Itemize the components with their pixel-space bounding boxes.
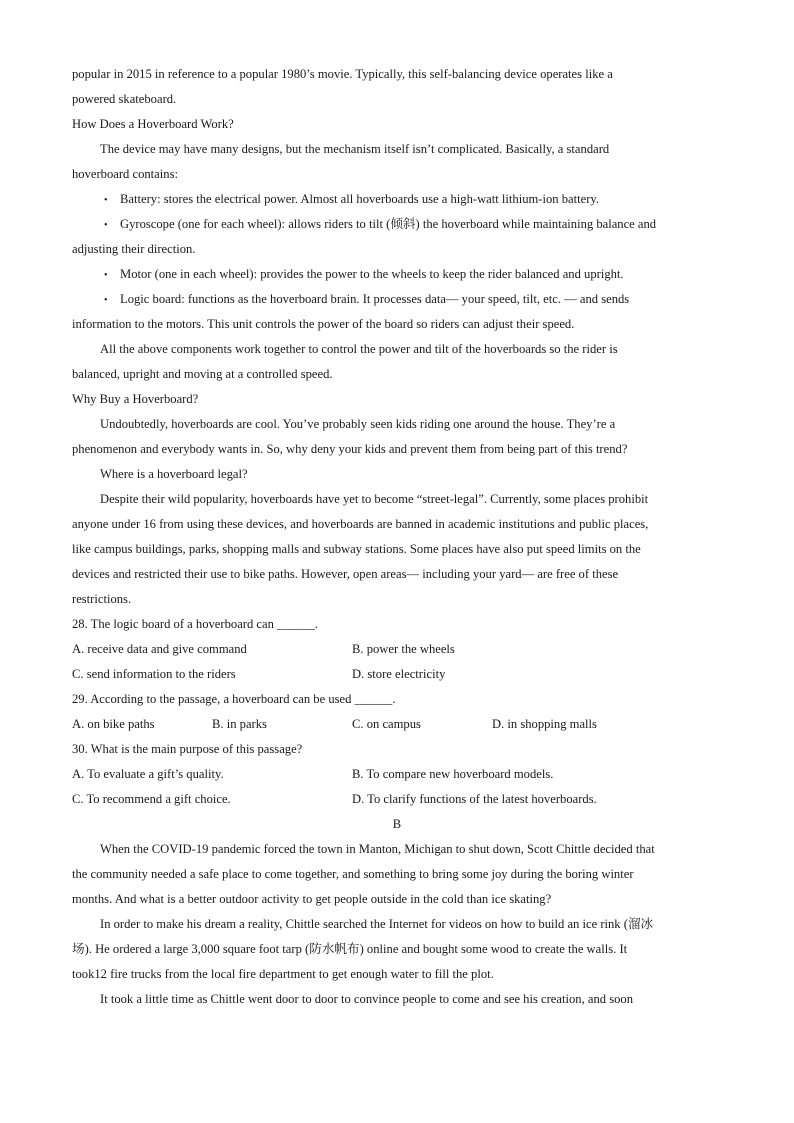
text-line: It took a little time as Chittle went door to door to convince people to come and see his creation, and soon [100, 992, 634, 1006]
text-line: powered skateboard. [72, 92, 177, 106]
text-line: devices and restricted their use to bike paths. However, open areas— including your yard— are free of these [72, 567, 619, 581]
text-line: anyone under 16 from using these devices, and hoverboards are banned in academic institutions and public places, [72, 517, 649, 531]
option-d: D. store electricity [352, 667, 446, 681]
question-30-stem: 30. What is the main purpose of this passage? [72, 742, 303, 756]
text-line: In order to make his dream a reality, Chittle searched the Internet for videos on how to build an ice rink (溜冰 [100, 917, 654, 931]
text-line: phenomenon and everybody wants in. So, why deny your kids and prevent them from being part of this trend? [72, 442, 628, 456]
question-28-options [72, 637, 722, 662]
question-30-options [72, 762, 722, 787]
text-line: All the above components work together to control the power and tilt of the hoverboards so the rider is [100, 342, 618, 356]
bullet-item-motor: • Motor (one in each wheel): provides the power to the wheels to keep the rider balanced and upright. [72, 262, 722, 287]
bullet-icon: • [104, 195, 108, 206]
text-line: Undoubtedly, hoverboards are cool. You’ve probably seen kids riding one around the house. They’re a [100, 417, 616, 431]
option-b: B. in parks [212, 717, 267, 731]
option-a: A. To evaluate a gift’s quality. [72, 767, 224, 781]
text-line: balanced, upright and moving at a controlled speed. [72, 367, 333, 381]
question-30-options [72, 787, 722, 812]
text-line: When the COVID-19 pandemic forced the town in Manton, Michigan to shut down, Scott Chittle decided that [100, 842, 655, 856]
bullet-icon: • [104, 220, 108, 231]
text-line: months. And what is a better outdoor activity to get people outside in the cold than ice skating? [72, 892, 552, 906]
option-d: D. To clarify functions of the latest hoverboards. [352, 792, 597, 806]
document-page [72, 62, 722, 1012]
bullet-item-logic-board: • Logic board: functions as the hoverboard brain. It processes data— your speed, tilt, etc. — and sends [72, 287, 722, 312]
text-line: information to the motors. This unit controls the power of the board so riders can adjust their speed. [72, 317, 575, 331]
bullet-item-gyroscope: • Gyroscope (one for each wheel): allows riders to tilt (倾斜) the hoverboard while maintaining balance and [72, 212, 722, 237]
text-line: took12 fire trucks from the local fire department to get enough water to fill the plot. [72, 967, 494, 981]
section-heading: Where is a hoverboard legal? [100, 467, 248, 481]
text-line: popular in 2015 in reference to a popular 1980’s movie. Typically, this self-balancing device operates like a [72, 67, 613, 81]
text-line: adjusting their direction. [72, 242, 196, 256]
option-b: B. power the wheels [352, 642, 455, 656]
section-heading: How Does a Hoverboard Work? [72, 117, 234, 131]
question-28-stem: 28. The logic board of a hoverboard can ______. [72, 617, 318, 631]
bullet-icon: • [104, 295, 108, 306]
option-a: A. on bike paths [72, 717, 155, 731]
passage-label: B [392, 817, 402, 831]
option-c: C. send information to the riders [72, 667, 236, 681]
text-line: The device may have many designs, but the mechanism itself isn’t complicated. Basically, a standard [100, 142, 610, 156]
option-c: C. on campus [352, 717, 421, 731]
question-29-stem: 29. According to the passage, a hoverboard can be used ______. [72, 692, 396, 706]
section-heading: Why Buy a Hoverboard? [72, 392, 199, 406]
option-b: B. To compare new hoverboard models. [352, 767, 554, 781]
text-line: 场). He ordered a large 3,000 square foot tarp (防水帆布) online and bought some wood to create the walls. It [72, 942, 628, 956]
bullet-item-battery: • Battery: stores the electrical power. Almost all hoverboards use a high-watt lithium-ion battery. [72, 187, 722, 212]
text-line: restrictions. [72, 592, 132, 606]
bullet-icon: • [104, 270, 108, 281]
question-29-options [72, 712, 722, 737]
text-line: Despite their wild popularity, hoverboards have yet to become “street-legal”. Currently, some places prohibit [100, 492, 649, 506]
text-line: hoverboard contains: [72, 167, 178, 181]
text-line: the community needed a safe place to come together, and something to bring some joy during the boring winter [72, 867, 634, 881]
option-a: A. receive data and give command [72, 642, 247, 656]
text-line: like campus buildings, parks, shopping malls and subway stations. Some places have also put speed limits on the [72, 542, 641, 556]
option-c: C. To recommend a gift choice. [72, 792, 231, 806]
question-28-options [72, 662, 722, 687]
option-d: D. in shopping malls [492, 717, 597, 731]
